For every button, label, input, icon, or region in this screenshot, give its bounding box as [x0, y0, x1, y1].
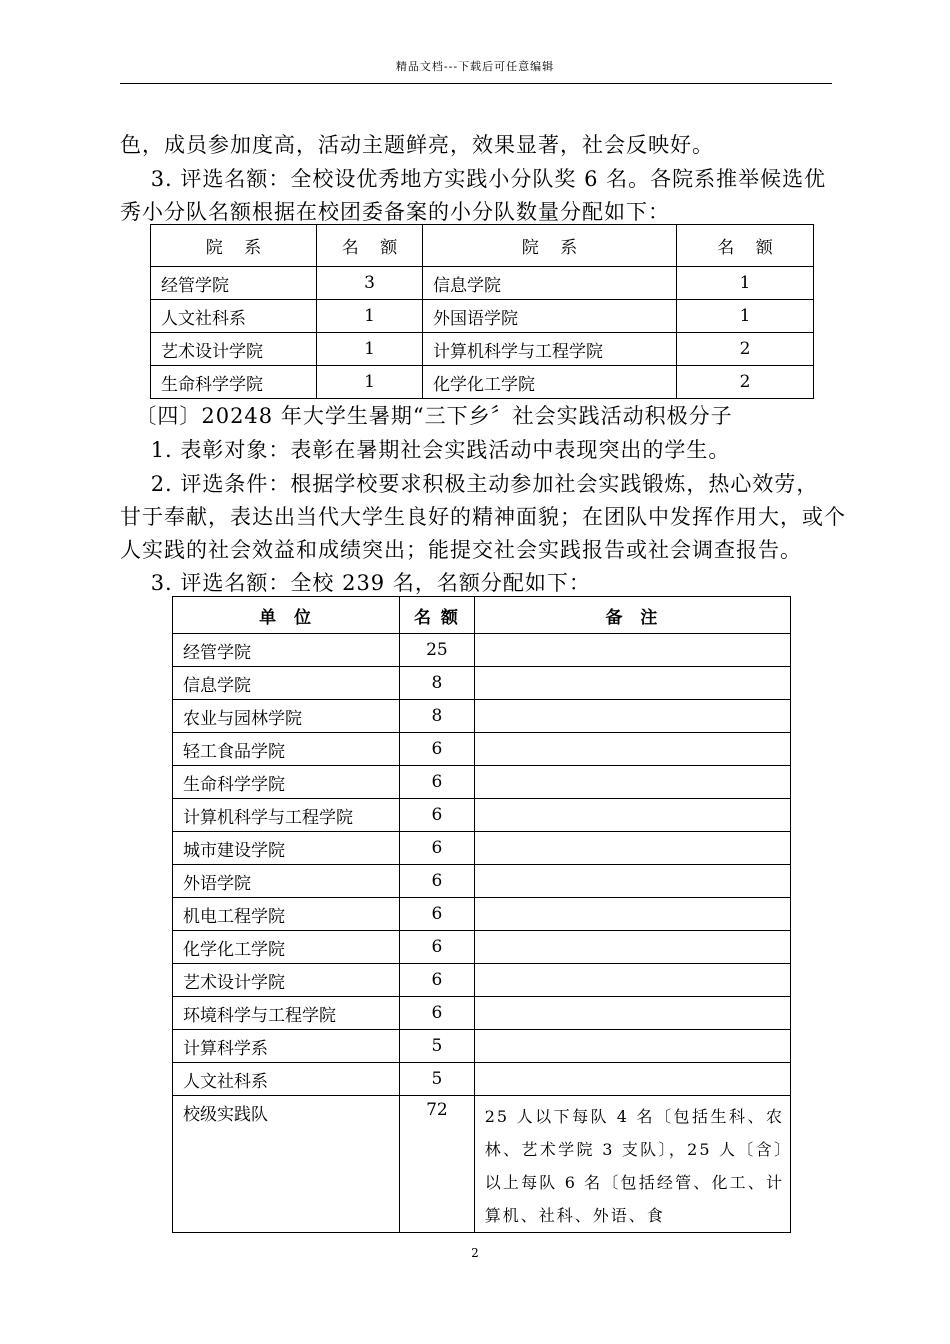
- table-cell: 生命科学学院: [173, 766, 400, 799]
- table-cell: 8: [400, 667, 475, 700]
- table-cell: 化学化工学院: [423, 366, 677, 399]
- table-cell: [474, 898, 790, 931]
- table-cell: 经管学院: [173, 634, 400, 667]
- table-header: 单 位: [173, 597, 400, 634]
- remark-cell: 25 人以下每队 4 名〔包括生科、农林、艺术学院 3 支队〕，25 人〔含〕以上每队 6 名〔包括经管、化工、计算机、社科、外语、食: [474, 1096, 790, 1233]
- table-cell: 计算机科学与工程学院: [423, 333, 677, 366]
- paragraph: 人实践的社会效益和成绩突出；能提交社会实践报告或社会调查报告。: [120, 538, 802, 562]
- table-cell: 6: [400, 733, 475, 766]
- table-cell: 6: [400, 898, 475, 931]
- table-cell: 1: [317, 366, 423, 399]
- table-cell: 5: [400, 1063, 475, 1096]
- paragraph: 3. 评选名额：全校 239 名，名额分配如下：: [120, 571, 591, 595]
- table-row: [173, 997, 791, 1030]
- table-row: [151, 333, 814, 366]
- table-cell: [474, 832, 790, 865]
- paragraph: 甘于奉献，表达出当代大学生良好的精神面貌；在团队中发挥作用大，或个: [120, 505, 846, 529]
- table-cell: 3: [317, 267, 423, 300]
- table-row: [173, 1096, 791, 1233]
- table-cell: 环境科学与工程学院: [173, 997, 400, 1030]
- table-row: [173, 898, 791, 931]
- table-cell: 校级实践队: [173, 1096, 400, 1233]
- table-cell: 城市建设学院: [173, 832, 400, 865]
- table-cell: 72: [400, 1096, 475, 1233]
- table-cell: 6: [400, 766, 475, 799]
- table-row: [173, 1063, 791, 1096]
- table-cell: [474, 931, 790, 964]
- page-number: 2: [471, 1246, 479, 1260]
- table-cell: 1: [317, 333, 423, 366]
- table-cell: 1: [677, 267, 814, 300]
- table-cell: 信息学院: [173, 667, 400, 700]
- table-cell: 艺术设计学院: [173, 964, 400, 997]
- page-header: 精品文档---下载后可任意编辑: [395, 60, 555, 73]
- table-row: [173, 832, 791, 865]
- table-cell: 外国语学院: [423, 300, 677, 333]
- table-row: [173, 766, 791, 799]
- table-cell: 计算机科学与工程学院: [173, 799, 400, 832]
- paragraph: 3. 评选名额：全校设优秀地方实践小分队奖 6 名。各院系推举候选优: [120, 167, 827, 191]
- table-cell: 轻工食品学院: [173, 733, 400, 766]
- table-cell: [474, 1063, 790, 1096]
- table-row: [173, 733, 791, 766]
- table-row: [173, 700, 791, 733]
- table-cell: [474, 997, 790, 1030]
- section-heading: 〔四〕20248 年大学生暑期“三下乡〞社会实践活动积极分子: [120, 404, 733, 428]
- table-cell: [474, 700, 790, 733]
- table-cell: 2: [677, 366, 814, 399]
- table-cell: 1: [677, 300, 814, 333]
- table-cell: [474, 766, 790, 799]
- paragraph: 2. 评选条件：根据学校要求积极主动参加社会实践锻炼，热心效劳，: [120, 472, 819, 496]
- table-cell: 6: [400, 964, 475, 997]
- table-cell: [474, 964, 790, 997]
- table-cell: [474, 799, 790, 832]
- table-cell: 化学化工学院: [173, 931, 400, 964]
- table-cell: 人文社科系: [173, 1063, 400, 1096]
- table-cell: 农业与园林学院: [173, 700, 400, 733]
- paragraph: 色，成员参加度高，活动主题鲜亮，效果显著，社会反映好。: [120, 133, 714, 157]
- table-row: [173, 865, 791, 898]
- table-cell: 生命科学学院: [151, 366, 317, 399]
- table-header: 院 系: [151, 225, 317, 267]
- table-cell: 2: [677, 333, 814, 366]
- table-header: 名 额: [677, 225, 814, 267]
- table-cell: 5: [400, 1030, 475, 1063]
- quota-table-students: [172, 596, 791, 1233]
- table-cell: [474, 1030, 790, 1063]
- table-cell: 6: [400, 832, 475, 865]
- table-cell: 8: [400, 700, 475, 733]
- table-row: [151, 267, 814, 300]
- table-cell: 6: [400, 997, 475, 1030]
- table-row: [173, 634, 791, 667]
- table-cell: 6: [400, 865, 475, 898]
- table-row: [173, 1030, 791, 1063]
- table-row: [173, 667, 791, 700]
- paragraph: 秀小分队名额根据在校团委备案的小分队数量分配如下：: [120, 200, 670, 224]
- table-cell: 艺术设计学院: [151, 333, 317, 366]
- table-cell: [474, 667, 790, 700]
- table-cell: [474, 865, 790, 898]
- header-rule: [120, 83, 832, 84]
- table-header: 院 系: [423, 225, 677, 267]
- table-row: [151, 366, 814, 399]
- table-cell: 6: [400, 799, 475, 832]
- table-cell: 经管学院: [151, 267, 317, 300]
- table-cell: 人文社科系: [151, 300, 317, 333]
- table-header: 名 额: [400, 597, 475, 634]
- table-row: [173, 799, 791, 832]
- table-cell: 外语学院: [173, 865, 400, 898]
- table-header: 名 额: [317, 225, 423, 267]
- table-cell: 1: [317, 300, 423, 333]
- table-cell: 25: [400, 634, 475, 667]
- table-cell: 计算科学系: [173, 1030, 400, 1063]
- table-cell: [474, 634, 790, 667]
- table-cell: [474, 733, 790, 766]
- table-cell: 信息学院: [423, 267, 677, 300]
- quota-table-teams: [150, 224, 814, 399]
- table-cell: 机电工程学院: [173, 898, 400, 931]
- paragraph: 1. 表彰对象：表彰在暑期社会实践活动中表现突出的学生。: [120, 438, 731, 462]
- table-row: [173, 964, 791, 997]
- table-row: [151, 300, 814, 333]
- table-header: 备 注: [474, 597, 790, 634]
- table-cell: 6: [400, 931, 475, 964]
- table-row: [173, 931, 791, 964]
